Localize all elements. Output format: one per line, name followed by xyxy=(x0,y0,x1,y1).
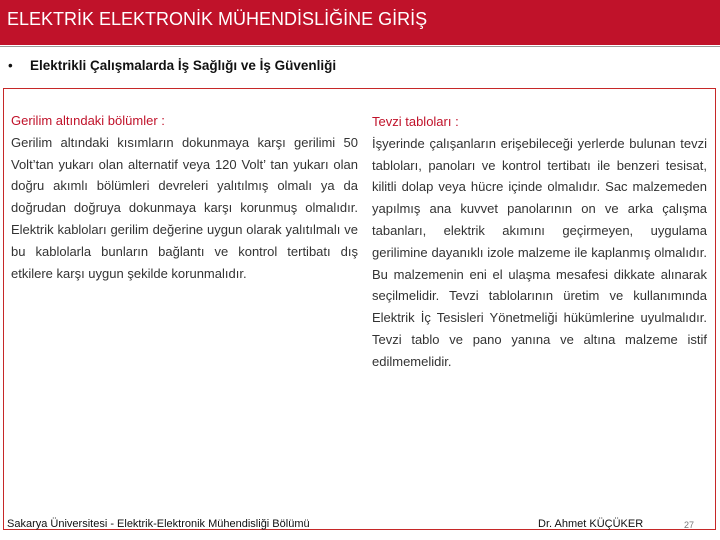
left-column-heading: Gerilim altındaki bölümler : xyxy=(11,113,165,128)
slide-subtitle: Elektrikli Çalışmalarda İş Sağlığı ve İş Güvenliği xyxy=(30,58,337,73)
left-column xyxy=(11,110,358,284)
bullet-icon: • xyxy=(8,58,13,73)
footer-institution: Sakarya Üniversitesi - Elektrik-Elektronik Mühendisliği Bölümü xyxy=(7,518,310,530)
right-column xyxy=(372,111,707,373)
footer-author: Dr. Ahmet KÜÇÜKER xyxy=(538,518,644,530)
right-column-body: İşyerinde çalışanların erişebileceği yerlerde bulunan tevzi tabloları, panoları ve kontrol tertibatı ile benzeri tesisat, kilitli dolap veya hücre içinde olmalıdır. Sac malzemeden yapılmış ana kuvvet panolarının on ve arka çalışma tabanları, elektrik akımını geçirmeyen, uygulama gerilimine dayanıklı izole malzeme ile kaplanmış olmalıdır. Bu malzemenin eni el ulaşma mesafesi dikkate alınarak seçilmelidir. Tevzi tablolarının üretim ve kullanımında Elektrik İç Tesisleri Yönetmeliği hükümlerine uyulmalıdır. Tevzi tablo ve pano yanına ve altına malzeme istif edilmemelidir. xyxy=(372,135,707,369)
subtitle-line xyxy=(8,58,336,73)
slide-title: ELEKTRİK ELEKTRONİK MÜHENDİSLİĞİNE GİRİŞ xyxy=(7,9,428,29)
title-divider xyxy=(0,46,720,47)
right-column-heading: Tevzi tabloları : xyxy=(372,114,459,129)
left-column-body: Gerilim altındaki kısımların dokunmaya karşı gerilimi 50 Volt’tan yukarı olan alternatif veya 120 Volt’ tan yukarı olan doğru akımlı bölümleri devreleri yalıtılmış olmalı ya da doğrudan doğruya dokunmaya karşı korunmuş olmalıdır. Elektrik kabloları gerilim değerine uygun olarak yalıtılmalı ve bu kablolarla bunların bağlantı ve kontrol tertibatı dış etkilere karşı uygun şekilde korunmalıdır. xyxy=(11,134,358,281)
page-number: 27 xyxy=(684,520,695,530)
title-bar xyxy=(0,0,720,45)
